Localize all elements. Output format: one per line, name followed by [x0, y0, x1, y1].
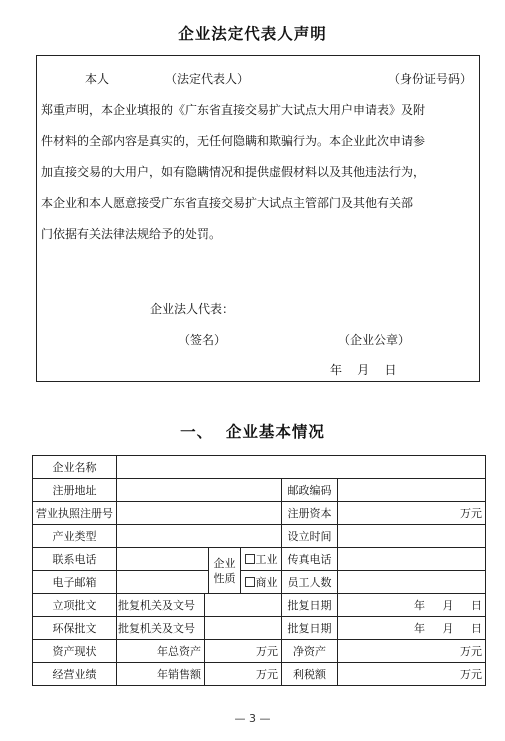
signature-label: （签名） — [178, 333, 227, 347]
company-name-label: 企业名称 — [33, 456, 117, 479]
annual-sales-field[interactable]: 万元 — [205, 663, 282, 686]
table-row — [33, 640, 486, 663]
env-approval-date-label: 批复日期 — [282, 617, 338, 640]
net-assets-label: 净资产 — [282, 640, 338, 663]
total-assets-label: 年总资产 — [117, 640, 205, 663]
section-title: 一、 企业基本情况 — [180, 423, 325, 441]
legal-rep-label: 企业法人代表： — [150, 302, 235, 316]
email-field[interactable] — [117, 571, 209, 594]
project-approval-org-field[interactable] — [205, 594, 282, 617]
postcode-field[interactable] — [338, 479, 486, 502]
table-row — [33, 502, 486, 525]
table-row — [33, 594, 486, 617]
net-assets-field[interactable]: 万元 — [338, 640, 486, 663]
company-info-table — [32, 455, 486, 686]
phone-field[interactable] — [117, 548, 209, 571]
tax-profit-label: 利税额 — [282, 663, 338, 686]
table-row — [33, 663, 486, 686]
table-row — [33, 456, 486, 479]
assets-status-label: 资产现状 — [33, 640, 117, 663]
reg-capital-field[interactable]: 万元 — [338, 502, 486, 525]
email-label: 电子邮箱 — [33, 571, 117, 594]
founded-field[interactable] — [338, 525, 486, 548]
decl-line1-a: 本人 — [85, 72, 110, 86]
company-seal-label: （企业公章） — [338, 333, 411, 347]
table-row — [33, 571, 486, 594]
company-nature-label — [209, 548, 241, 594]
project-approval-label: 立项批文 — [33, 594, 117, 617]
decl-line-2: 郑重声明，本企业填报的《广东省直接交易扩大试点大用户申请表》及附 — [41, 103, 426, 117]
decl-line1-b: （法定代表人） — [165, 72, 250, 86]
reg-address-label: 注册地址 — [33, 479, 117, 502]
checkbox-icon[interactable] — [245, 554, 255, 564]
env-approval-org-field[interactable] — [205, 617, 282, 640]
fax-label: 传真电话 — [282, 548, 338, 571]
decl-line-3: 件材料的全部内容是真实的，无任何隐瞒和欺骗行为。本企业此次申请参 — [41, 134, 426, 148]
nature-label-line2: 性质 — [213, 571, 236, 585]
postcode-label: 邮政编码 — [282, 479, 338, 502]
employees-label: 员工人数 — [282, 571, 338, 594]
decl-line1-c: （身份证号码） — [388, 72, 473, 86]
industry-field[interactable] — [117, 525, 282, 548]
license-no-field[interactable] — [117, 502, 282, 525]
checkbox-icon[interactable] — [245, 577, 255, 587]
nature-label-line1: 企业 — [213, 556, 236, 570]
industry-label: 产业类型 — [33, 525, 117, 548]
decl-line-6: 门依据有关法律法规给予的处罚。 — [41, 227, 222, 241]
table-row — [33, 548, 486, 571]
license-no-label: 营业执照注册号 — [33, 502, 117, 525]
decl-line-5: 本企业和本人愿意接受广东省直接交易扩大试点主管部门及其他有关部 — [41, 196, 414, 210]
page-number: — 3 — — [234, 712, 271, 725]
employees-field[interactable] — [338, 571, 486, 594]
declaration-title: 企业法定代表人声明 — [178, 25, 327, 43]
project-approval-date-label: 批复日期 — [282, 594, 338, 617]
env-approval-date-field[interactable]: 年 月 日 — [338, 617, 486, 640]
project-approval-org-label: 批复机关及文号 — [117, 594, 205, 617]
table-row — [33, 525, 486, 548]
phone-label: 联系电话 — [33, 548, 117, 571]
table-row — [33, 617, 486, 640]
performance-label: 经营业绩 — [33, 663, 117, 686]
reg-capital-label: 注册资本 — [282, 502, 338, 525]
table-row — [33, 479, 486, 502]
founded-label: 设立时间 — [282, 525, 338, 548]
env-approval-label: 环保批文 — [33, 617, 117, 640]
reg-address-field[interactable] — [117, 479, 282, 502]
annual-sales-label: 年销售额 — [117, 663, 205, 686]
declaration-date: 年 月 日 — [330, 363, 397, 377]
project-approval-date-field[interactable]: 年 月 日 — [338, 594, 486, 617]
fax-field[interactable] — [338, 548, 486, 571]
total-assets-field[interactable]: 万元 — [205, 640, 282, 663]
env-approval-org-label: 批复机关及文号 — [117, 617, 205, 640]
nature-commerce-option[interactable]: 商业 — [241, 571, 282, 594]
nature-industry-option[interactable]: 工业 — [241, 548, 282, 571]
tax-profit-field[interactable]: 万元 — [338, 663, 486, 686]
company-name-field[interactable] — [117, 456, 486, 479]
decl-line-4: 加直接交易的大用户，如有隐瞒情况和提供虚假材料以及其他违法行为， — [41, 165, 426, 179]
